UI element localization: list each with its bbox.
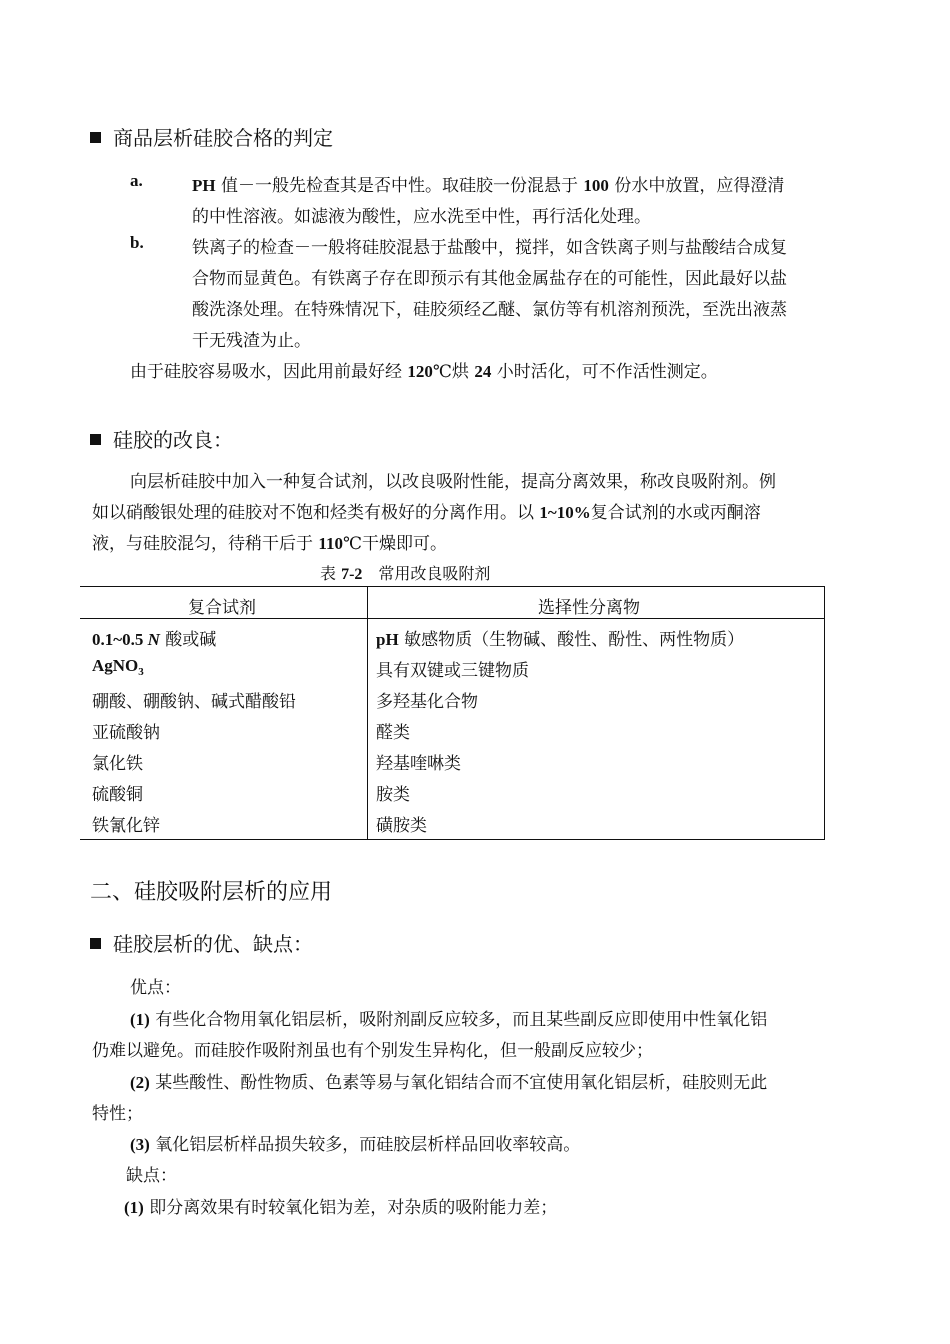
table-row: 硫酸铜 [92,785,143,805]
item-b-line3: 酸洗涤处理。在特殊情况下，硅胶须经乙醚、氯仿等有机溶剂预洗，至洗出液蒸 [192,300,787,320]
table-header-target: 选择性分离物 [538,598,640,618]
item-a-line1: PH 值－一般先检查其是否中性。取硅胶一份混悬于 100 份水中放置，应得澄清 [192,176,785,196]
pro-2-line1: (2) 某些酸性、酚性物质、色素等易与氧化铝结合而不宜使用氧化铝层析，硅胶则无此 [130,1073,768,1093]
table-cell-target: 羟基喹啉类 [376,754,461,774]
table-header-rule [80,618,825,619]
list-label-b: b. [130,233,144,252]
table-cell-target: 醛类 [376,723,410,743]
table-cell-target: pH 敏感物质（生物碱、酸性、酚性、两性物质） [376,630,745,650]
table-cell-target: 多羟基化合物 [376,692,478,712]
section-heading-qualification: 商品层析硅胶合格的判定 [90,122,333,151]
list-label-a: a. [130,171,143,190]
bullet-square-icon [90,132,101,143]
section-heading-improvement: 硅胶的改良： [90,424,233,453]
improvement-line2: 如以硝酸银处理的硅胶对不饱和烃类有极好的分离作用。以 1~10%复合试剂的水或丙酮溶 [92,503,761,523]
cons-label: 缺点： [126,1166,177,1186]
table-row: 铁氰化锌 [92,816,160,836]
item-b-line4: 干无残渣为止。 [192,331,311,351]
table-cell-target: 具有双键或三键物质 [376,661,529,681]
table-row: 亚硫酸钠 [92,723,160,743]
pro-1-line1: (1) 有些化合物用氧化铝层析，吸附剂副反应较多，而且某些副反应即使用中性氧化铝 [130,1010,768,1030]
table-column-divider [367,586,368,840]
pros-label: 优点： [130,978,181,998]
table-top-rule [80,586,825,587]
bullet-square-icon [90,938,101,949]
chapter-title-application: 二、硅胶吸附层析的应用 [90,880,333,905]
pro-2-line2: 特性； [92,1104,143,1124]
table-row: 0.1~0.5 N 酸或碱 [92,630,217,650]
table-bottom-rule [80,839,825,840]
pro-3-line1: (3) 氧化铝层析样品损失较多，而硅胶层析样品回收率较高。 [130,1135,581,1155]
modified-adsorbent-table [80,586,825,840]
table-cell-target: 磺胺类 [376,816,427,836]
item-a-line2: 的中性溶液。如滤液为酸性，应水洗至中性，再行活化处理。 [192,207,651,227]
improvement-line1: 向层析硅胶中加入一种复合试剂，以改良吸附性能，提高分离效果，称改良吸附剂。例 [130,472,776,492]
table-row: 硼酸、硼酸钠、碱式醋酸铅 [92,692,296,712]
improvement-line3: 液，与硅胶混匀，待稍干后于 110℃干燥即可。 [92,534,447,554]
item-b-line1: 铁离子的检查－一般将硅胶混悬于盐酸中，搅拌，如含铁离子则与盐酸结合成复 [192,238,787,258]
bullet-square-icon [90,434,101,445]
table-cell-target: 胺类 [376,785,410,805]
table-row: 氯化铁 [92,754,143,774]
item-b-line2: 合物而显黄色。有铁离子存在即预示有其他金属盐存在的可能性，因此最好以盐 [192,269,787,289]
section-heading-pros-cons: 硅胶层析的优、缺点： [90,928,313,957]
table-header-reagent: 复合试剂 [188,598,256,618]
con-1-line1: (1) 即分离效果有时较氧化铝为差，对杂质的吸附能力差； [124,1198,558,1218]
table-row: AgNO$_3$ [92,656,144,679]
pro-1-line2: 仍难以避免。而硅胶作吸附剂虽也有个别发生异构化，但一般副反应较少； [92,1041,653,1061]
table-right-border [824,586,825,840]
table-caption: 表 7-2 常用改良吸附剂 [320,564,491,583]
activation-note: 由于硅胶容易吸水，因此用前最好经 120℃烘 24 小时活化，可不作活性测定。 [130,362,718,382]
